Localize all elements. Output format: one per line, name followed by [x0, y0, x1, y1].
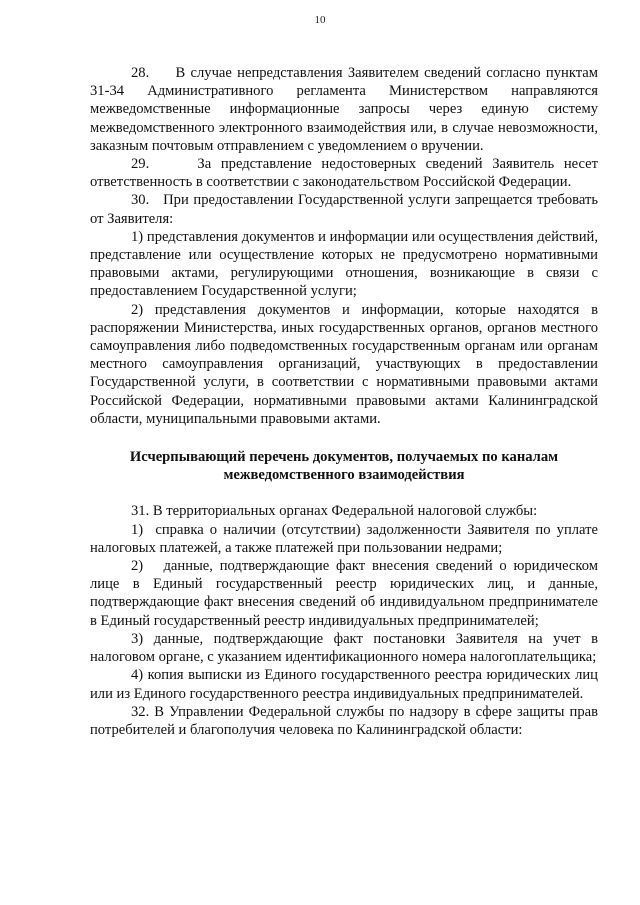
section-heading: [90, 448, 598, 484]
paragraph-29: 29. За представление недостоверных сведений Заявитель несет ответственность в соответствии с законодательством Российской Федерации.: [90, 156, 598, 191]
paragraph-30: 30. При предоставлении Государственной услуги запрещается требовать от Заявителя:: [90, 192, 598, 227]
paragraph-31-item-3: 3) данные, подтверждающие факт постановки Заявителя на учет в налоговом органе, с указанием идентификационного номера налогоплательщика;: [90, 630, 598, 666]
paragraph-30-item-1: 1) представления документов и информации или осуществления действий, представление или осуществление которых не предусмотрено нормативными правовыми актами, регулирующими отношения, возникающие в связи с предоставлением Государственной услуги;: [90, 228, 598, 300]
paragraph-32: 32. В Управлении Федеральной службы по надзору в сфере защиты прав потребителей и благополучия человека по Калининградской области:: [90, 703, 598, 738]
page-number: 10: [314, 14, 326, 26]
paragraph-31-item-4: 4) копия выписки из Единого государственного реестра юридических лиц или из Единого государственного реестра индивидуальных предпринимателей.: [90, 667, 598, 702]
section-heading-line-1: Исчерпывающий перечень документов, получаемых по каналам: [129, 449, 559, 466]
section-heading-line-2: межведомственного взаимодействия: [223, 467, 465, 484]
paragraph-31-item-1: 1) справка о наличии (отсутствии) задолженности Заявителя по уплате налоговых платежей, а также платежей при пользовании недрами;: [90, 521, 598, 556]
paragraph-28: 28. В случае непредставления Заявителем сведений согласно пунктам 31-34 Административного регламента Министерством направляются межведомственные информационные запросы через единую систему межведомственного электронного взаимодействия или, в случае невозможности, заказным почтовым отправлением с уведомлением о вручении.: [90, 65, 598, 154]
document-body: [90, 64, 598, 739]
paragraph-30-item-2: 2) представления документов и информации, которые находятся в распоряжении Министерства, иных государственных органов, органов местного самоуправления либо подведомственных государственным органам или органам местного самоуправления организаций, участвующих в предоставлении Государственной услуги, в соответствии с нормативными правовыми актами Российской Федерации, нормативными правовыми актами Калининградской области, муниципальными правовыми актами.: [90, 301, 598, 427]
paragraph-31-item-2: 2) данные, подтверждающие факт внесения сведений о юридическом лице в Единый государственный реестр юридических лиц, и данные, подтверждающие факт внесения сведений об индивидуальном предпринимателе в Единый государственный реестр индивидуальных предпринимателей;: [90, 558, 598, 629]
paragraph-31: 31. В территориальных органах Федеральной налоговой службы:: [131, 503, 538, 520]
